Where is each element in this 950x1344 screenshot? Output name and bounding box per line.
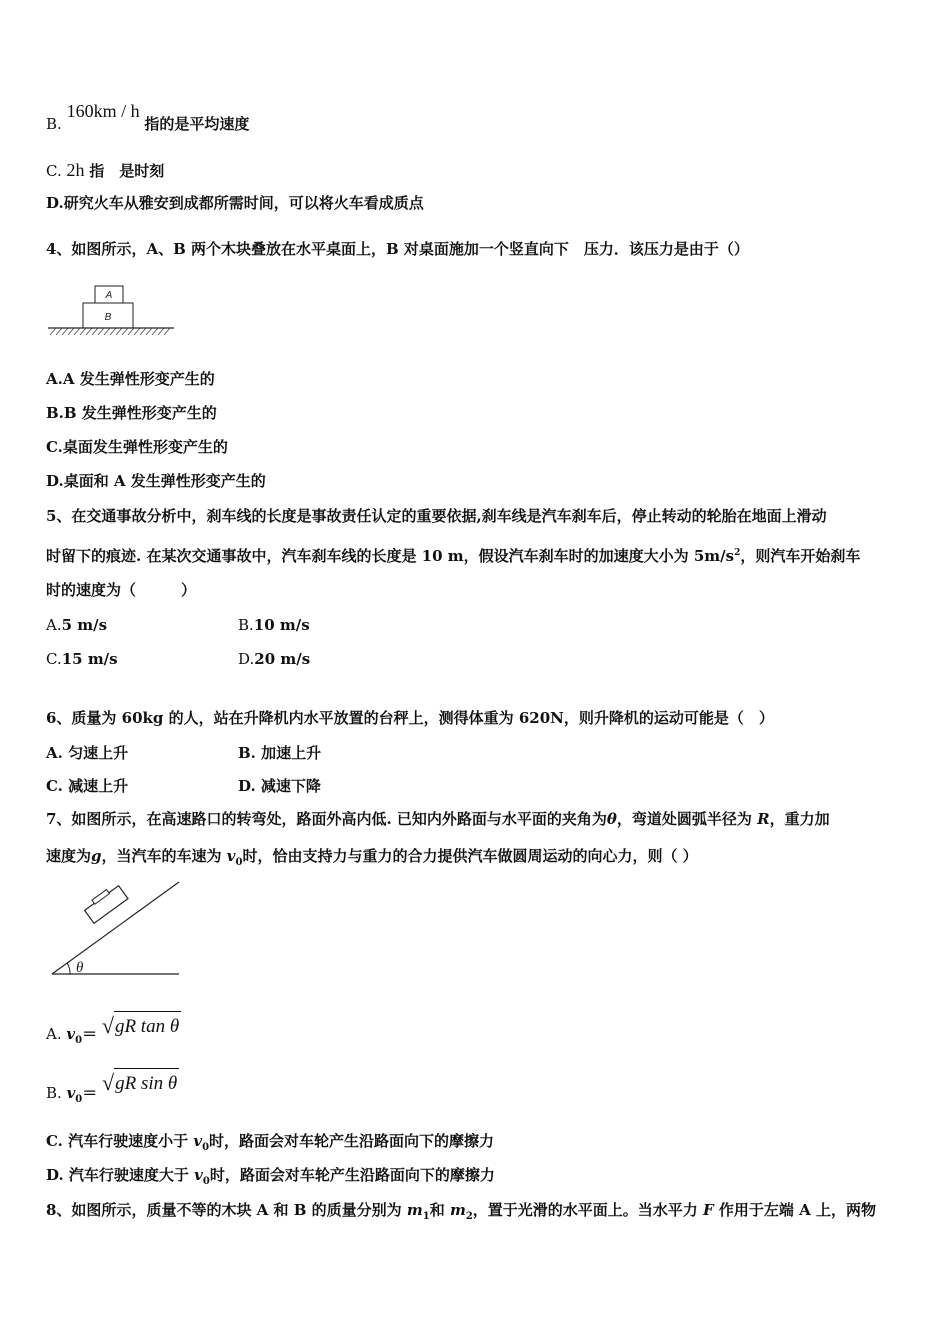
q7-option-a-v-sub: 0: [75, 1035, 83, 1046]
q5-option-a-prefix: A.: [46, 616, 62, 634]
q8-stem-b: 和: [429, 1201, 450, 1219]
q6-options-row-2: [46, 776, 446, 796]
car-on-incline: [82, 882, 128, 923]
q5-line-3: 时的速度为（ ）: [46, 581, 197, 599]
q7-line-1-b: ，弯道处圆弧半径为: [616, 810, 758, 828]
q7-option-c: [46, 1131, 494, 1158]
q5-line-2-a: 时留下的痕迹. 在某次交通事故中，汽车刹车线的长度是 10 m，假设汽车刹车时的加速度大小为 5m/s: [46, 547, 735, 565]
q5-options-row-2: [46, 649, 446, 669]
q4-option-d: D.桌面和 A 发生弹性形变产生的: [46, 472, 266, 490]
q5-option-b: [238, 615, 310, 635]
q7-line-2-b: ，当汽车的车速为: [101, 847, 227, 865]
q8-m1-sub: 1: [422, 1211, 430, 1222]
q7-line-1: [46, 809, 830, 829]
angle-arc: [67, 963, 70, 974]
q5-option-b-text: 10 m/s: [253, 616, 310, 634]
q6-option-c: C. 减速上升: [46, 777, 129, 795]
q5-line-2: [46, 543, 860, 566]
q3-option-c-math: 2h: [66, 160, 85, 180]
q8-stem-c: ，置于光滑的水平面上。当水平力: [472, 1201, 704, 1219]
block-a-label: A: [105, 290, 113, 301]
q6-option-d: D. 减速下降: [238, 777, 321, 795]
q7-option-b-sqrt: [102, 1068, 179, 1099]
table-hatching: [50, 328, 170, 335]
q5-option-c-text: 15 m/s: [61, 650, 118, 668]
q7-line-2-c: 时，恰由支持力与重力的合力提供汽车做圆周运动的向心力，则（ ）: [242, 847, 698, 865]
q8-m1: m: [406, 1201, 423, 1219]
sqrt-sign-icon: √: [102, 1070, 115, 1095]
q3-option-d: D.研究火车从雅安到成都所需时间，可以将火车看成质点: [46, 194, 424, 212]
q6-option-b: B. 加速上升: [238, 744, 322, 762]
q7-option-d: [46, 1165, 495, 1192]
q5-option-c-prefix: C.: [46, 650, 62, 668]
angle-label: θ: [76, 960, 84, 976]
q7-line-1-c: ，重力加: [769, 810, 830, 828]
q7-option-d-v-sub: 0: [202, 1176, 210, 1187]
q7-figure-incline: [46, 878, 186, 982]
sqrt-sign-icon: √: [101, 1013, 114, 1038]
q6-stem: 6、质量为 60kg 的人，站在升降机内水平放置的台秤上，测得体重为 620N，则升降机的运动可能是（ ）: [46, 709, 774, 727]
q7-option-b-v-sub: 0: [75, 1094, 83, 1105]
q3-option-c-text: 指 是时刻: [89, 162, 165, 180]
q3-option-b-math: 160km / h: [66, 101, 140, 121]
q5-line-2-sup: 2: [734, 548, 741, 558]
q7-option-b-radicand: gR sin θ: [114, 1068, 179, 1099]
q7-option-d-v: v: [194, 1166, 203, 1184]
q5-option-a-text: 5 m/s: [61, 616, 108, 634]
q7-line-2-a: 速度为: [46, 847, 92, 865]
q7-v-symbol: v: [226, 847, 236, 865]
q3-option-c-prefix: C.: [46, 162, 62, 180]
q5-option-b-prefix: B.: [238, 616, 254, 634]
q5-line-1: 5、在交通事故分析中，刹车线的长度是事故责任认定的重要依据,刹车线是汽车刹车后，停止转动的轮胎在地面上滑动: [46, 507, 827, 525]
q6-options-row-1: [46, 743, 446, 763]
q8-stem-d: 作用于左端 A 上，两物: [713, 1201, 876, 1219]
q8-m2-sub: 2: [465, 1211, 473, 1222]
q7-g-symbol: g: [91, 847, 102, 865]
q5-options-row-1: [46, 615, 446, 635]
q7-option-a-eq: ＝: [82, 1025, 98, 1043]
q4-option-c: C.桌面发生弹性形变产生的: [46, 438, 228, 456]
q8-force-symbol: F: [703, 1201, 714, 1219]
q7-option-b-eq: ＝: [82, 1084, 98, 1102]
q8-stem: [46, 1200, 876, 1227]
q4-option-a: A.A 发生弹性形变产生的: [46, 370, 215, 388]
q5-option-d-prefix: D.: [238, 650, 255, 668]
q7-theta: θ: [606, 810, 617, 828]
q7-option-a-sqrt: [102, 1011, 181, 1042]
q7-v-sub: 0: [235, 857, 243, 868]
q7-option-d-b: 时，路面会对车轮产生沿路面向下的摩擦力: [209, 1166, 495, 1184]
q5-option-d-text: 20 m/s: [254, 650, 311, 668]
q3-option-b: [46, 101, 250, 134]
q6-option-a: A. 匀速上升: [46, 744, 129, 762]
q3-option-c: [46, 160, 164, 181]
q7-radius-symbol: R: [757, 810, 770, 828]
q7-option-b-v: v: [66, 1084, 76, 1102]
q7-option-a-radicand: gR tan θ: [114, 1011, 181, 1042]
q7-line-2: [46, 846, 698, 873]
q4-stem: 4、如图所示，A、B 两个木块叠放在水平桌面上，B 对桌面施加一个竖直向下 压力．该压力是由于（）: [46, 240, 749, 258]
q7-option-a-v: v: [66, 1025, 76, 1043]
q4-figure-blocks: [46, 283, 178, 339]
q7-line-1-a: 7、如图所示，在高速路口的转弯处，路面外高内低. 已知内外路面与水平面的夹角为: [46, 810, 607, 828]
q8-m2: m: [449, 1201, 466, 1219]
q7-option-c-a: C. 汽车行驶速度小于: [46, 1132, 194, 1150]
q7-option-b: [46, 1070, 179, 1115]
block-b-label: B: [104, 312, 112, 323]
q7-option-c-v: v: [193, 1132, 203, 1150]
q7-option-d-a: D. 汽车行驶速度大于: [46, 1166, 195, 1184]
q7-option-c-b: 时，路面会对车轮产生沿路面向下的摩擦力: [209, 1132, 495, 1150]
q7-option-b-prefix: B.: [46, 1084, 67, 1102]
q7-option-c-v-sub: 0: [202, 1142, 210, 1153]
q3-option-b-text: 指的是平均速度: [144, 115, 250, 133]
q7-option-a: [46, 1013, 181, 1056]
q3-option-b-prefix: B.: [46, 115, 62, 133]
q5-option-a: [46, 616, 107, 634]
q5-line-2-b: ，则汽车开始刹车: [740, 547, 861, 565]
q7-option-a-prefix: A.: [46, 1025, 67, 1043]
q5-option-d: [238, 649, 310, 669]
q4-option-b: B.B 发生弹性形变产生的: [46, 404, 217, 422]
q5-option-c: [46, 650, 118, 668]
q8-stem-a: 8、如图所示，质量不等的木块 A 和 B 的质量分别为: [46, 1201, 407, 1219]
